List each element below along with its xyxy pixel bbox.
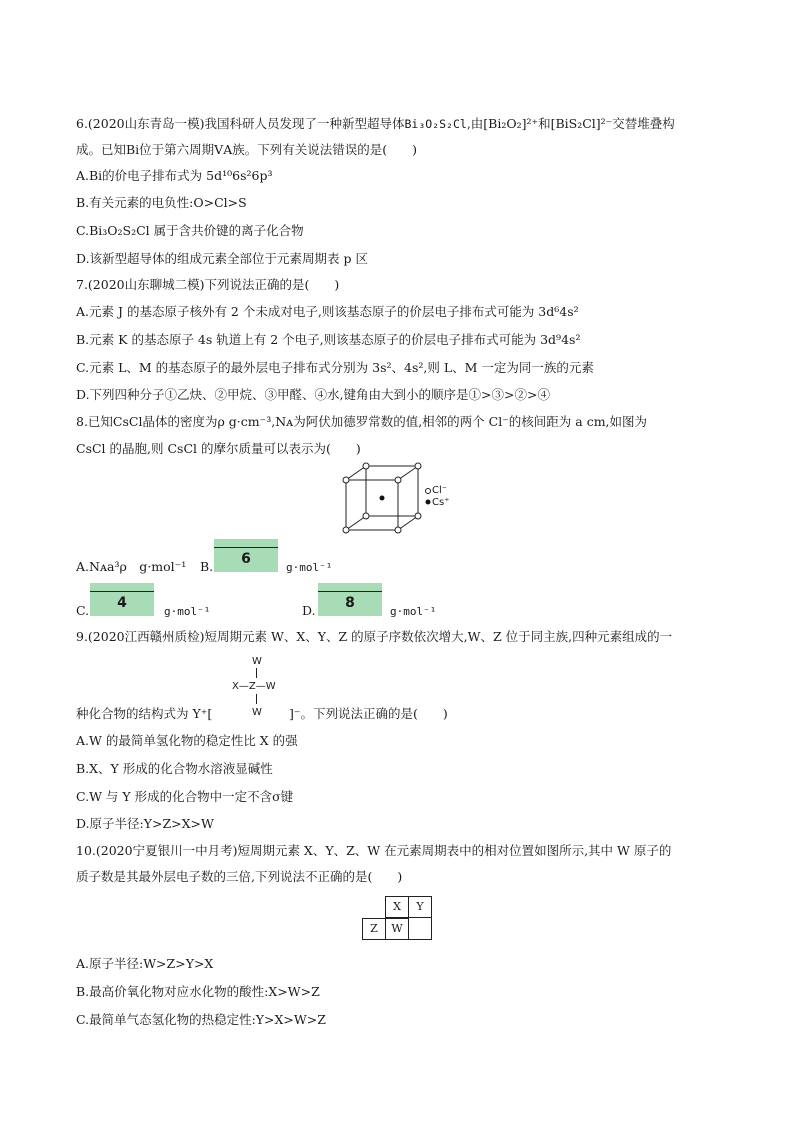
q8-option-d-label: D. [302,603,316,618]
q9-struct-bond-top [256,668,257,678]
q9-stem-line2-a: 种化合物的结构式为 Y⁺[ [76,706,213,721]
q6-option-a: A.Bi的价电子排布式为 5d¹⁰6s²6p³ [76,168,273,183]
q9-struct-bond-bottom [256,694,257,704]
q9-struct-top: W [252,656,262,667]
q8-stem-line1: 8.已知CsCl晶体的密度为ρ g·cm⁻³,Nᴀ为阿伏加德罗常数的值,相邻的两个 Cl⁻的核间距为 a cm,如图为 [76,414,648,429]
periodic-cell-y: Y [408,896,432,918]
q8-option-c-unit: g·mol⁻¹ [164,605,211,618]
q7-option-c: C.元素 L、M 的基态原子的最外层电子排布式分别为 3s²、4s²,则 L、M 一定为同一族的元素 [76,360,594,375]
q8-option-a: A.Nᴀa³ρ g·mol⁻¹ [76,559,187,574]
q7-option-b: B.元素 K 的基态原子 4s 轨道上有 2 个电子,则该基态原子的价层电子排布式可能为 3d⁹4s² [76,332,581,347]
q8-option-b-fraction: 6 [214,539,278,572]
periodic-cell-x: X [385,896,409,918]
q10-stem-line1: 10.(2020宁夏银川一中月考)短周期元素 X、Y、Z、W 在元素周期表中的相对位置如图所示,其中 W 原子的 [76,843,672,858]
q9-struct-mid: X—Z—W [232,681,276,692]
q10-stem-line2: 质子数是其最外层电子数的三倍,下列说法不正确的是( ) [76,869,403,884]
q9-option-b: B.X、Y 形成的化合物水溶液显碱性 [76,761,273,776]
q8-option-b-unit: g·mol⁻¹ [286,561,333,574]
q8-option-d-unit: g·mol⁻¹ [390,605,437,618]
q9-option-d: D.原子半径:Y>Z>X>W [76,816,214,831]
q10-option-b: B.最高价氧化物对应水化物的酸性:X>W>Z [76,984,320,999]
q8-option-b-label: B. [200,559,214,574]
legend-cs: Cs⁺ [432,497,450,508]
legend-cl: Cl⁻ [432,485,448,496]
q8-option-c-fraction: 4 [90,583,154,616]
q7-option-a: A.元素 J 的基态原子核外有 2 个未成对电子,则该基态原子的价层电子排布式可能为 3d⁶4s² [76,304,579,319]
cscl-unit-cell-diagram [340,462,470,534]
q6-option-c: C.Bi₃O₂S₂Cl 属于含共价键的离子化合物 [76,223,304,238]
q6-option-b: B.有关元素的电负性:O>Cl>S [76,195,247,210]
q8-option-d-fraction: 8 [318,583,382,616]
q9-option-c: C.W 与 Y 形成的化合物中一定不含σ键 [76,789,294,804]
q8-stem-line2: CsCl 的晶胞,则 CsCl 的摩尔质量可以表示为( ) [76,441,361,456]
periodic-cell-empty [408,918,432,940]
q10-option-a: A.原子半径:W>Z>Y>X [76,956,214,971]
q8-option-c-label: C. [76,603,90,618]
q7-option-d: D.下列四种分子①乙炔、②甲烷、③甲醛、④水,键角由大到小的顺序是①>③>②>④ [76,387,550,402]
periodic-cell-w: W [385,918,409,940]
q9-struct-bottom: W [252,707,262,718]
q10-option-c: C.最简单气态氢化物的热稳定性:Y>X>W>Z [76,1012,326,1027]
q6-option-d: D.该新型超导体的组成元素全部位于元素周期表 p 区 [76,251,368,266]
q6-stem-line2: 成。已知Bi位于第六周期ⅤA族。下列有关说法错误的是( ) [76,142,417,157]
q7-stem: 7.(2020山东聊城二模)下列说法正确的是( ) [76,277,340,292]
periodic-cell-z: Z [362,918,386,940]
q9-option-a: A.W 的最简单氢化物的稳定性比 X 的强 [76,733,298,748]
q6-stem-line1: 6.(2020山东青岛一模)我国科研人员发现了一种新型超导体Bi₃O₂S₂Cl,由[Bi₂O₂]²⁺和[BiS₂Cl]²⁻交替堆叠构 [76,116,675,131]
q9-stem-line2-b: ]⁻。下列说法正确的是( ) [289,706,448,721]
q9-stem-line1: 9.(2020江西赣州质检)短周期元素 W、X、Y、Z 的原子序数依次增大,W、Z 位于同主族,四种元素组成的一 [76,629,673,644]
